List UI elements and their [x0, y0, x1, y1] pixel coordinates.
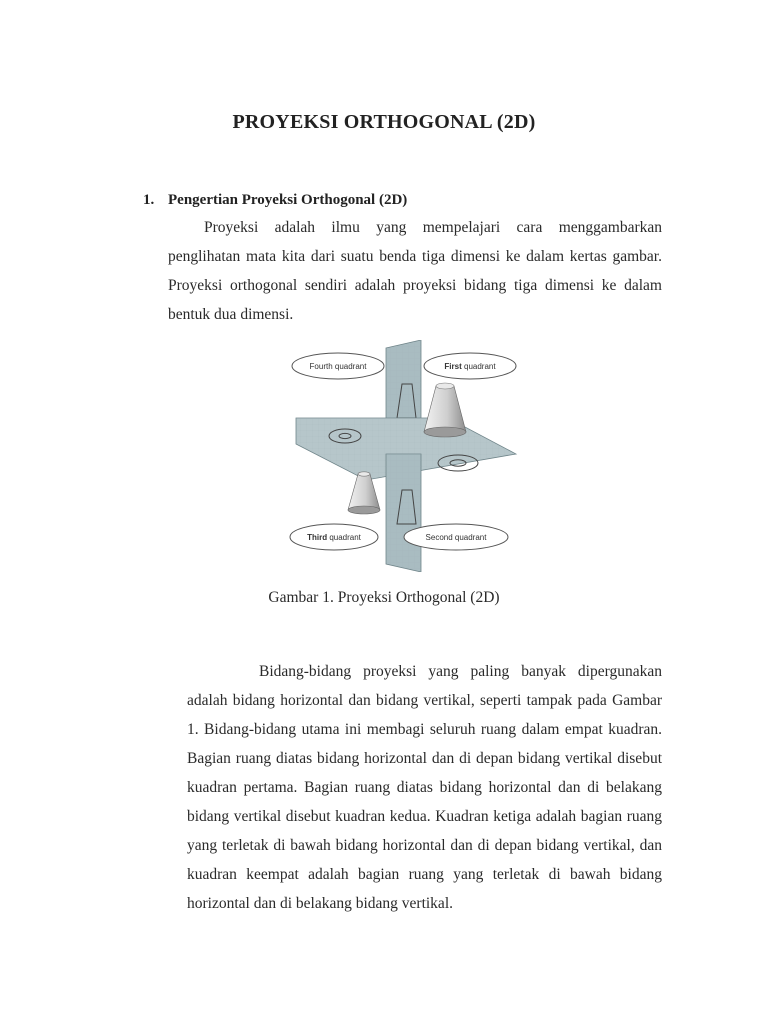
label-third-quadrant — [290, 524, 378, 550]
label-second-quadrant — [404, 524, 508, 550]
label-fourth-quadrant — [292, 353, 384, 379]
figure-caption: Gambar 1. Proyeksi Orthogonal (2D) — [268, 589, 500, 606]
svg-text:First quadrant: First quadrant — [444, 362, 496, 371]
section-heading: Pengertian Proyeksi Orthogonal (2D) — [168, 192, 408, 208]
svg-text:Third quadrant: Third quadrant — [307, 533, 361, 542]
svg-text:Fourth quadrant: Fourth quadrant — [309, 362, 367, 371]
label-first-quadrant — [424, 353, 516, 379]
paragraph-quadrants: Bidang-bidang proyeksi yang paling banyak dipergunakan adalah bidang horizontal dan bidang vertikal, seperti tampak pada Gambar 1. Bidang-bidang utama ini membagi seluruh ruang dalam empat kuadran. Bagian ruang diatas bidang horizontal dan di depan bidang vertikal disebut kuadran pertama. Bagian ruang diatas bidang horizontal dan di belakang bidang vertikal disebut kuadran kedua. Kuadran ketiga adalah bagian ruang yang terletak di bawah bidang horizontal dan di depan bidang vertikal, dan kuadran keempat adalah bagian ruang yang terletak di bawah bidang horizontal dan di belakang bidang vertikal. — [187, 663, 662, 912]
cone-first-quadrant — [424, 383, 466, 437]
figure-orthogonal-projection — [288, 340, 520, 572]
section-number: 1. — [143, 192, 155, 208]
paragraph-definition: Proyeksi adalah ilmu yang mempelajari cara menggambarkan penglihatan mata kita dari suatu benda tiga dimensi ke dalam kertas gambar. Proyeksi orthogonal sendiri adalah proyeksi bidang tiga dimensi ke dalam bentuk dua dimensi. — [168, 219, 662, 323]
page-title: PROYEKSI ORTHOGONAL (2D) — [232, 111, 536, 133]
svg-text:Second quadrant: Second quadrant — [425, 533, 487, 542]
